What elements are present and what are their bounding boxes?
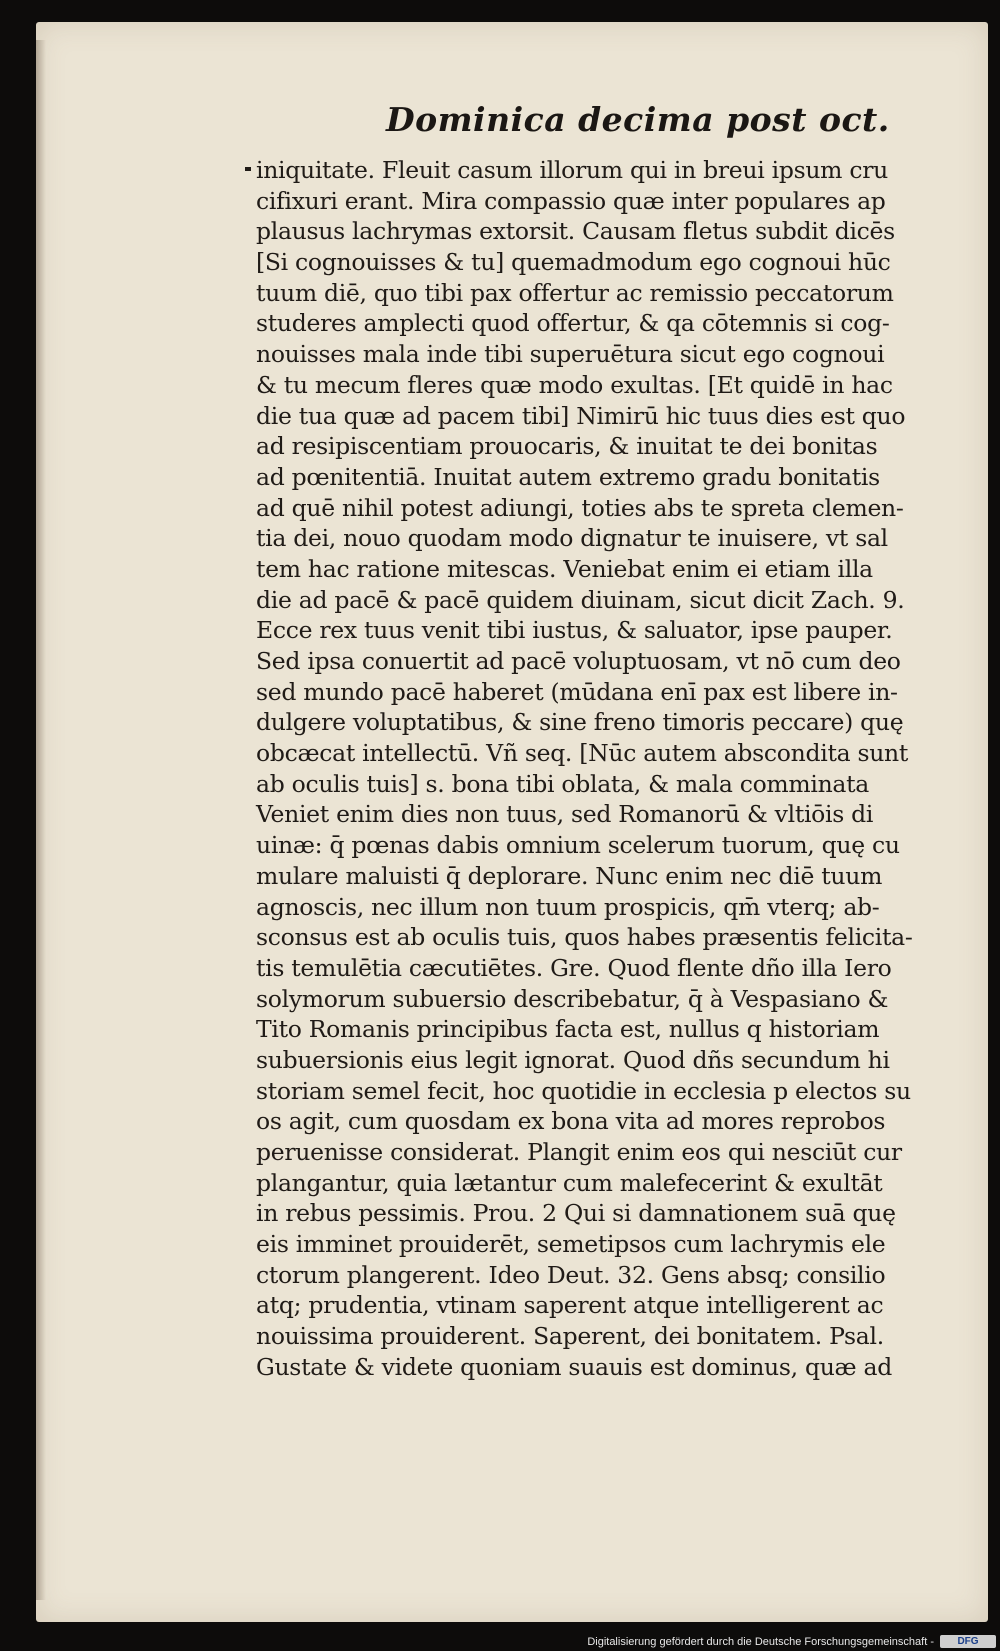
text-line: obcæcat intellectū. Vñ seq. [Nūc autem abscondita sunt [256,739,909,768]
text-line: os agit, cum quosdam ex bona vita ad mores reprobos [256,1107,886,1136]
text-line: atq; prudentia, vtinam saperent atque intelligerent ac [256,1291,884,1320]
text-line: Sed ipsa conuertit ad pacē voluptuosam, vt nō cum deo [256,647,901,675]
text-line: studeres amplecti quod offertur, & qa cōtemnis si cog- [256,309,890,338]
page-gutter-shadow [36,40,46,1600]
text-line: tia dei, nouo quodam modo dignatur te inuisere, vt sal [256,524,888,553]
text-line: plangantur, quia lætantur cum malefecerint & exultāt [256,1168,883,1197]
text-line: mulare maluisti q̄ deplorare. Nunc enim nec diē tuum [256,861,883,890]
text-line: agnoscis, nec illum non tuum prospicis, qm̄ vterq; ab- [256,892,880,921]
text-line: [Si cognouisses & tu] quemadmodum ego cognoui hūc [256,248,891,277]
text-line: nouissima prouiderent. Saperent, dei bonitatem. Psal. [256,1322,884,1351]
text-line: Gustate & videte quoniam suauis est dominus, quæ ad [256,1352,892,1381]
text-line: tem hac ratione mitescas. Veniebat enim ei etiam illa [256,554,873,583]
text-line: solymorum subuersio describebatur, q̄ à Vespasiano & [256,984,889,1013]
text-line: Ecce rex tuus venit tibi iustus, & saluator, ipse pauper. [256,616,893,645]
text-line: sconsus est ab oculis tuis, quos habes præsentis felicita- [256,923,913,952]
digitization-credit: Digitalisierung gefördert durch die Deutsche Forschungsgemeinschaft - [587,1636,934,1648]
dfg-logo: DFG [940,1635,996,1648]
text-line: nouisses mala inde tibi superuētura sicut ego cognoui [256,340,885,369]
body-text [256,155,936,1383]
text-line: iniquitate. Fleuit casum illorum qui in breui ipsum cru [256,156,888,184]
text-line: ad pœnitentiā. Inuitat autem extremo gradu bonitatis [256,462,880,491]
text-line: die tua quæ ad pacem tibi] Nimirū hic tuus dies est quo [256,401,906,430]
text-line: tis temulētia cæcutiētes. Gre. Quod flente dño illa Iero [256,953,892,982]
running-head: Dominica decima post oct. [386,100,890,139]
text-line: peruenisse considerat. Plangit enim eos qui nesciūt cur [256,1138,902,1166]
text-line: in rebus pessimis. Prou. 2 Qui si damnationem suā quę [256,1199,896,1228]
text-line: Veniet enim dies non tuus, sed Romanorū & vltiōis di [256,800,874,829]
text-line: Tito Romanis principibus facta est, nullus q historiam [256,1015,880,1044]
text-line: ad resipiscentiam prouocaris, & inuitat te dei bonitas [256,432,878,461]
text-line: ab oculis tuis] s. bona tibi oblata, & mala comminata [256,769,870,798]
text-line: storiam semel fecit, hoc quotidie in ecclesia p electos su [256,1076,911,1105]
text-line: cifixuri erant. Mira compassio quæ inter populares ap [256,186,886,215]
text-line: ad quē nihil potest adiungi, toties abs te spreta clemen- [256,493,904,522]
text-line: eis imminet prouiderēt, semetipsos cum lachrymis ele [256,1230,886,1259]
text-line: tuum diē, quo tibi pax offertur ac remissio peccatorum [256,278,894,307]
text-line: dulgere voluptatibus, & sine freno timoris peccare) quę [256,708,904,737]
text-line: & tu mecum fleres quæ modo exultas. [Et quidē in hac [256,370,893,399]
text-line: subuersionis eius legit ignorat. Quod dñs secundum hi [256,1045,890,1074]
text-line: sed mundo pacē haberet (mūdana enī pax est libere in- [256,677,898,706]
text-line: ctorum plangerent. Ideo Deut. 32. Gens absq; consilio [256,1260,886,1289]
text-line: die ad pacē & pacē quidem diuinam, sicut dicit Zach. 9. [256,585,905,614]
line-marker [245,167,251,171]
text-line: plausus lachrymas extorsit. Causam fletus subdit dicēs [256,217,895,246]
text-line: uinæ: q̄ pœnas dabis omnium scelerum tuorum, quę cu [256,831,900,860]
